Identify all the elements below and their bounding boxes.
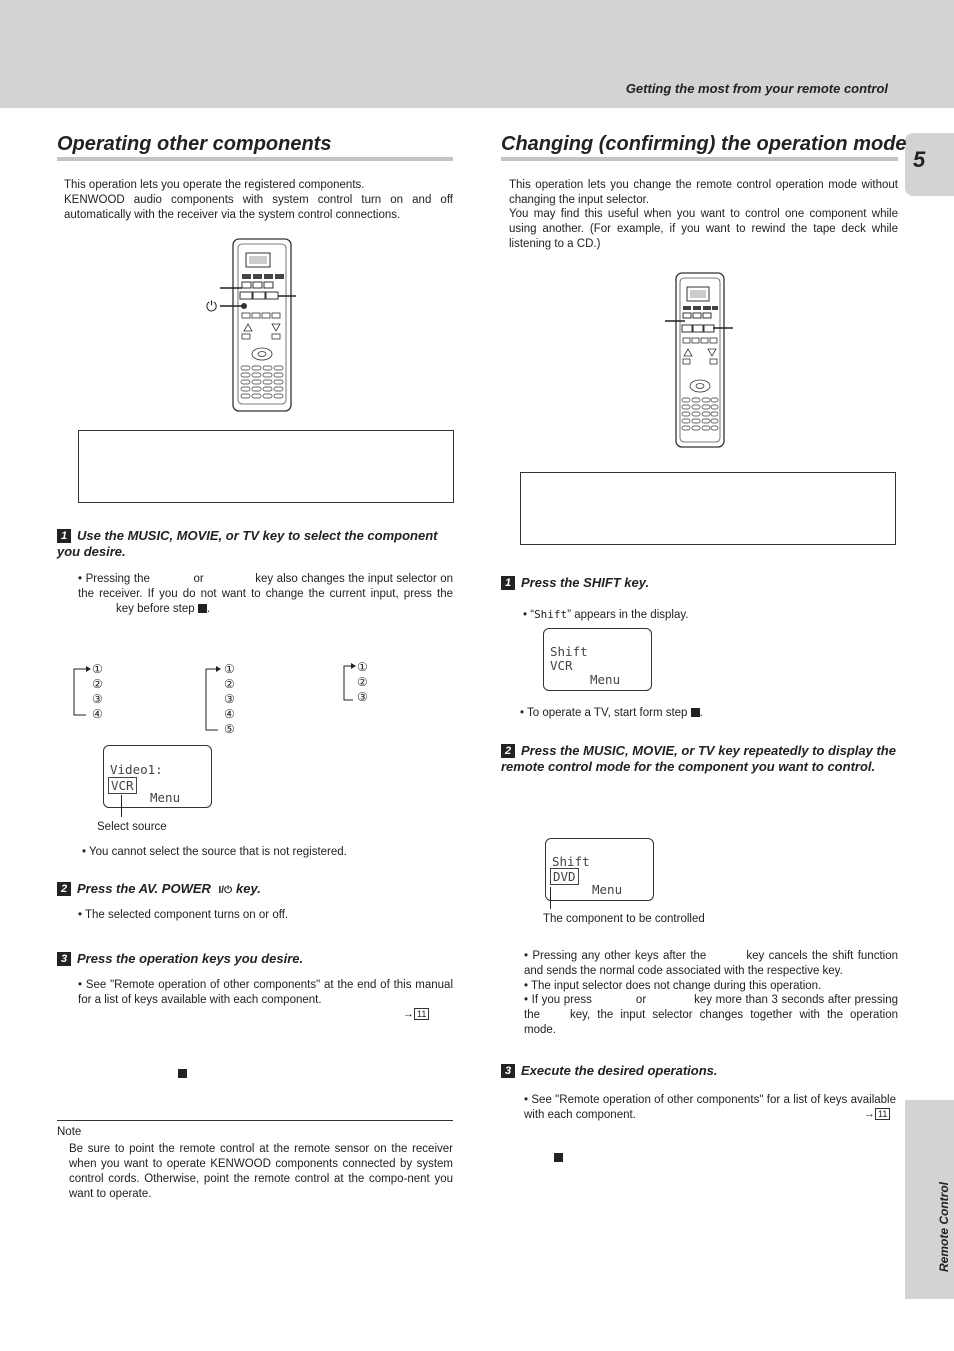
right-step1-bullet (523, 607, 688, 623)
note-text: Be sure to point the remote control at the remote sensor on the receiver when you want to operate KENWOOD components connected by system control cords. Otherwise, point the remote control at the compo-nent you want to operate. (69, 1143, 453, 1200)
left-step1-bullet-c: key before step (116, 603, 195, 615)
right-step3-text: Execute the desired operations. (521, 1063, 718, 1078)
step-ref-icon (198, 604, 207, 613)
note-label: Note (57, 1126, 82, 1138)
display3-line2: DVD (550, 868, 579, 885)
left-step2-bullet: • The selected component turns on or off. (78, 909, 289, 921)
ref-page: 11 (414, 1008, 429, 1020)
step-ref-icon-3 (691, 708, 700, 717)
display2-line2: VCR (550, 658, 573, 673)
seq-b-5: ⑤ (224, 722, 235, 736)
right-b1-a: • Pressing any other keys after the (524, 950, 707, 962)
right-b1-b: key cancels the shift function and sends the normal code associated with the respective key. (524, 950, 898, 977)
component-caption: The component to be controlled (543, 913, 705, 925)
left-step2 (57, 881, 261, 899)
remote-control-illustration-2 (655, 270, 745, 450)
left-step2-text: Press the AV. POWER (77, 881, 211, 896)
ref-page-2: 11 (875, 1108, 890, 1120)
left-step1-text: Use the MUSIC, MOVIE, or TV key to select the component you desire. (57, 528, 438, 559)
right-section-title: Changing (confirming) the operation mode (501, 133, 907, 155)
right-step2-text: Press the MUSIC, MOVIE, or TV key repeatedly to display the remote control mode for the component you want to control. (501, 743, 896, 774)
right-step1-bullet-shift: Shift (534, 608, 568, 621)
remote-control-illustration (200, 236, 300, 414)
left-step2-number: 2 (57, 882, 71, 896)
av-power-icon: I/⏻ (218, 885, 232, 896)
seq-c-3: ③ (357, 690, 368, 704)
seq-b-3: ③ (224, 692, 235, 706)
display3-line3: Menu (592, 882, 623, 897)
header-subtitle: Getting the most from your remote control (625, 81, 888, 96)
ref-arrow: → (403, 1008, 414, 1020)
right-step1-bullet2: • To operate a TV, start form step . (520, 707, 703, 719)
display2-line1: Shift (550, 644, 588, 659)
seq-a-2: ② (92, 677, 103, 691)
page-number-tab (905, 133, 954, 196)
select-source-caption: Select source (97, 821, 167, 833)
ref-arrow-2: → (864, 1108, 875, 1120)
display3-line1: Shift (552, 854, 590, 869)
right-step3 (501, 1063, 718, 1079)
right-step2-bullet1 (524, 949, 898, 979)
left-step3-number: 3 (57, 952, 71, 966)
note-divider (57, 1120, 453, 1121)
display-line1: Video1: (110, 762, 163, 777)
left-step3-bullet: • See "Remote operation of other components" at the end of this manual for a list of keys available with each component. (78, 979, 453, 1006)
seq-c-2: ② (357, 675, 368, 689)
left-step1-bullet-b: key also changes the input selector on the receiver. If you do not want to change the current input, press the (78, 573, 454, 600)
display-line3: Menu (150, 790, 181, 805)
left-intro-1: This operation lets you operate the registered components. (64, 179, 365, 191)
left-step3-text: Press the operation keys you desire. (77, 951, 304, 966)
left-step1-bullet: • Pressing the or key also changes the input selector on the receiver. If you do not want to change the current input, press the key before step . (78, 573, 454, 615)
right-step1-bullet-post: ” appears in the display. (567, 609, 689, 621)
display-leader (121, 795, 122, 817)
left-empty-box (78, 430, 454, 503)
left-step2-key: key. (236, 881, 261, 896)
right-step3-number: 3 (501, 1064, 515, 1078)
page-number: 5 (913, 147, 926, 172)
right-step2-bullet2: • The input selector does not change during this operation. (524, 980, 822, 992)
sequence-a (92, 662, 103, 722)
display3-leader (550, 887, 551, 909)
right-step1-bullet-pre: • “ (523, 609, 535, 621)
left-step1 (57, 528, 453, 559)
display-video1 (103, 745, 212, 808)
right-step2 (501, 743, 898, 774)
right-intro-1: This operation lets you change the remote control operation mode without changing the input selector. (509, 179, 898, 206)
right-b3-c: key, the input selector changes together with the operation mode. (524, 1009, 898, 1036)
right-intro-2: You may find this useful when you want to control one component while using another. (For example, if you want to rewind the tape deck while listening to a CD.) (509, 208, 898, 250)
right-step2-number: 2 (501, 744, 515, 758)
right-step1 (501, 575, 649, 591)
display2-line3: Menu (590, 672, 621, 687)
seq-b-4: ④ (224, 707, 235, 721)
seq-a-3: ③ (92, 692, 103, 706)
right-b3-b: key more than 3 seconds after pressing the (524, 994, 899, 1021)
step-ref-icon-2 (178, 1069, 187, 1078)
seq-a-4: ④ (92, 707, 103, 721)
left-step1-bullet2: • You cannot select the source that is not registered. (82, 846, 347, 858)
right-step2-bullet3 (524, 993, 898, 1038)
left-section-title: Operating other components (57, 133, 332, 155)
right-step1-text: Press the SHIFT key. (521, 575, 650, 590)
right-empty-box (520, 472, 896, 545)
seq-b-2: ② (224, 677, 235, 691)
seq-b-1: ① (224, 662, 235, 676)
left-title-rule (57, 157, 453, 161)
right-step3-bullet: • See "Remote operation of other components" for a list of keys available with each component. (524, 1094, 896, 1121)
left-step1-number: 1 (57, 529, 71, 543)
sequence-c (357, 660, 368, 705)
seq-a-1: ① (92, 662, 103, 676)
display-line2: VCR (108, 777, 137, 794)
right-b3-a: • If you press (524, 994, 592, 1006)
left-step1-bullet-a: • Pressing the (78, 573, 150, 585)
left-page-ref (403, 1008, 429, 1020)
right-step1-number: 1 (501, 576, 515, 590)
left-step3 (57, 951, 303, 967)
display-shift-vcr (543, 628, 652, 691)
side-tab-label: Remote Control (937, 1182, 951, 1272)
right-page-ref (864, 1108, 890, 1120)
sequence-b (224, 662, 235, 737)
right-title-rule (501, 157, 898, 161)
seq-c-1: ① (357, 660, 368, 674)
step-ref-icon-4 (554, 1153, 563, 1162)
right-step1-bullet2-text: • To operate a TV, start form step (520, 707, 688, 719)
power-icon: ⏻ (206, 298, 218, 314)
left-step1-bullet-or: or (193, 573, 204, 585)
left-intro-2: KENWOOD audio components with system control turn on and off automatically with the receiver via the system control connections. (64, 194, 453, 221)
right-b3-or: or (635, 994, 647, 1006)
side-tab (905, 1100, 954, 1299)
display-shift-dvd (545, 838, 654, 901)
